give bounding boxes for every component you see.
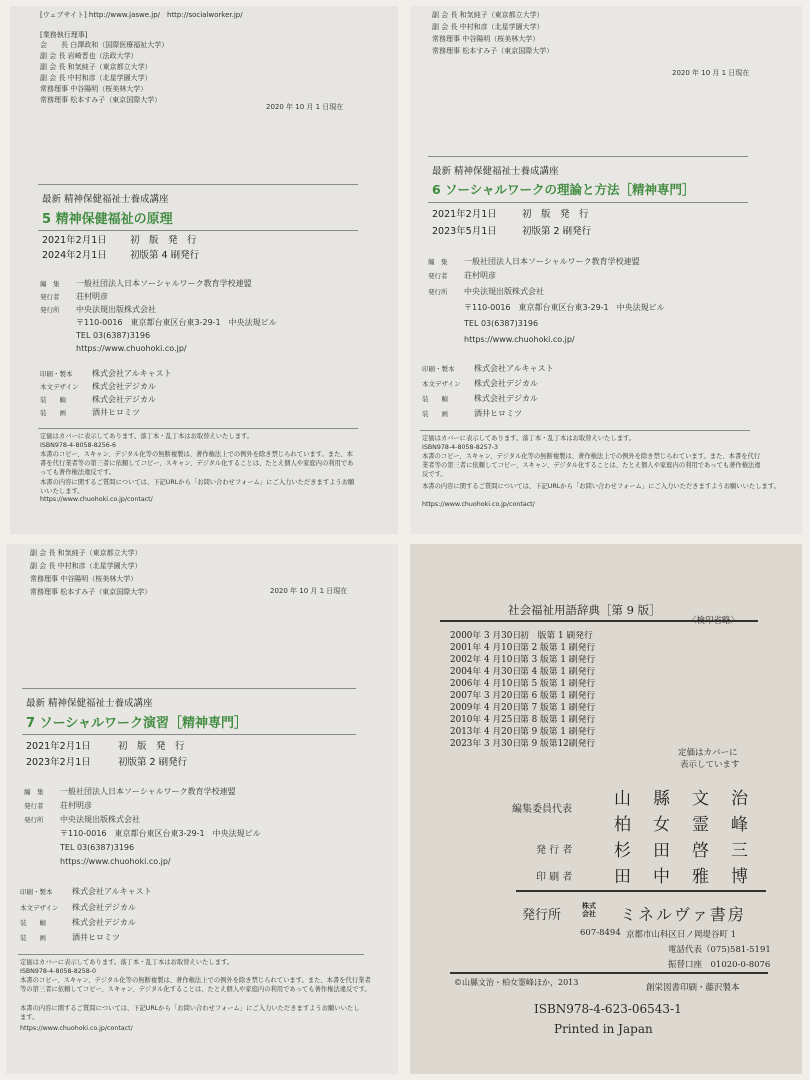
printer-name: 株式会社アルキャスト — [474, 364, 554, 373]
colophon-panel-dictionary — [410, 544, 802, 1074]
website-url: https://www.chuohoki.co.jp/ — [60, 857, 171, 866]
role-label: 装 幀 — [20, 919, 46, 927]
publisher-label: 発 行 者 — [536, 845, 573, 856]
disclaimer-price: 定価はカバーに表示してあります。落丁本・乱丁本はお取替えいたします。 — [422, 435, 636, 442]
divider — [420, 430, 750, 431]
book-title: 6 ソーシャルワークの理論と方法［精神専門］ — [432, 182, 695, 197]
contact-url: https://www.chuohoki.co.jp/contact/ — [422, 501, 535, 508]
price-note: 表示しています — [680, 760, 740, 770]
role-label: 発行所 — [24, 816, 44, 824]
series-kicker: 最新 精神保健福祉士養成講座 — [432, 166, 559, 177]
book-title: 社会福祉用語辞典［第 9 版］ — [508, 603, 661, 617]
publisher-name: 荘村明彦 — [464, 271, 496, 280]
edition-date: 2024年2月1日 — [42, 250, 107, 261]
edition-label: 初版第 4 刷発行 — [130, 250, 200, 261]
edition-date: 2021年2月1日 — [432, 209, 497, 220]
committee-line: 常務理事 松本すみ子（東京国際大学） — [30, 588, 152, 596]
role-label: 発行者 — [24, 802, 44, 810]
divider — [428, 202, 748, 203]
isbn: ISBN978-4-8058-8256-6 — [40, 442, 117, 449]
publisher-name: 荘村明彦 — [60, 801, 92, 810]
disclaimer-copy: 本書のコピー、スキャン、デジタル化等の無断複製は、著作権法上での例外を除き禁じられています。また、本書を代行業者等の第三者に依頼してコピー、スキャン、デジタル化することは、たとえ個人や家庭内の利用であっても著作権法違反です。 — [20, 977, 371, 994]
colophon-panel-5 — [10, 6, 398, 534]
role-label: 本文デザイン — [422, 380, 461, 388]
series-kicker: 最新 精神保健福祉士養成講座 — [26, 698, 153, 709]
publisher-company: ミネルヴァ書房 — [620, 905, 746, 924]
role-label: 発行者 — [40, 293, 60, 301]
edition-label: 初 版 発 行 — [130, 235, 197, 246]
series-kicker: 最新 精神保健福祉士養成講座 — [42, 194, 169, 205]
disclaimer-contact: 本書の内容に関するご質問については、下記URLから「お問い合わせフォーム」にご入力いただきますようお願いいたします。 — [20, 1005, 360, 1022]
website-url: https://www.chuohoki.co.jp/ — [76, 344, 187, 353]
role-label: 編 集 — [40, 280, 60, 288]
tel: TEL 03(6387)3196 — [76, 331, 151, 340]
divider — [22, 688, 356, 689]
committee-title: [業務執行理事] — [40, 31, 88, 39]
phone: 電話代表（075)581-5191 — [668, 945, 771, 955]
history-row: 2004年 4 月30日第 4 版第 1 刷発行 — [450, 667, 596, 677]
role-label: 装 幀 — [40, 396, 66, 404]
committee-line: 常務理事 中谷陽明（桜美林大学） — [432, 35, 540, 43]
history-row: 2007年 3 月20日第 6 版第 1 刷発行 — [450, 691, 596, 701]
website-line: [ウェブサイト] http://www.jaswe.jp/ http://socialworker.jp/ — [40, 11, 243, 19]
divider — [38, 184, 358, 185]
printer-binder: 創栄図書印刷・藤沢製本 — [646, 983, 740, 993]
history-row: 2000年 3 月30日初 版第 1 刷発行 — [450, 631, 593, 641]
illustrator-name: 酒井ヒロミツ — [92, 408, 140, 417]
edition-label: 初 版 発 行 — [522, 209, 589, 220]
postal-code: 607-8494 — [580, 928, 621, 938]
committee-line: 副 会 長 和気純子（東京都立大学） — [432, 11, 544, 19]
edition-date: 2021年2月1日 — [26, 741, 91, 752]
history-row: 2010年 4 月25日第 8 版第 1 刷発行 — [450, 715, 596, 725]
tel: TEL 03(6387)3196 — [464, 319, 539, 328]
designer-name: 株式会社デジカル — [474, 379, 538, 388]
role-label: 編 集 — [428, 258, 448, 266]
divider — [38, 230, 358, 231]
illustrator-name: 酒井ヒロミツ — [474, 409, 522, 418]
as-of-date: 2020 年 10 月 1 日現在 — [672, 69, 750, 77]
role-label: 印刷・製本 — [40, 370, 73, 378]
divider — [516, 890, 766, 892]
as-of-date: 2020 年 10 月 1 日現在 — [270, 587, 348, 595]
divider — [22, 734, 356, 735]
contact-url: https://www.chuohoki.co.jp/contact/ — [40, 496, 153, 503]
disclaimer-copy: 本書のコピー、スキャン、デジタル化等の無断複製は、著作権法上での例外を除き禁じられています。また、本書を代行業者等の第三者に依頼してコピー、スキャン、デジタル化することは、たとえ個人や家庭内の利用であっても著作権法違反です。 — [40, 451, 354, 477]
price-note: 定価はカバーに — [678, 748, 738, 758]
tel: TEL 03(6387)3196 — [60, 843, 135, 852]
history-row: 2002年 4 月10日第 3 版第 1 刷発行 — [450, 655, 596, 665]
transfer-account: 振替口座 01020-0-8076 — [668, 960, 771, 970]
editor-label: 編集委員代表 — [512, 804, 572, 815]
role-label: 印刷・製本 — [20, 888, 53, 896]
history-row: 2001年 4 月10日第 2 版第 1 刷発行 — [450, 643, 596, 653]
disclaimer-price: 定価はカバーに表示してあります。落丁本・乱丁本はお取替えいたします。 — [40, 433, 254, 440]
disclaimer-contact: 本書の内容に関するご質問については、下記URLから「お問い合わせフォーム」にご入力いただきますようお願いいたします。 — [40, 479, 355, 496]
colophon-panel-6 — [410, 6, 802, 534]
contact-url: https://www.chuohoki.co.jp/contact/ — [20, 1025, 133, 1032]
role-label: 発行所 — [40, 306, 60, 314]
committee-line: 常務理事 中谷陽明（桜美林大学） — [40, 85, 148, 93]
committee-line: 常務理事 松本すみ子（東京国際大学） — [432, 47, 554, 55]
divider — [38, 428, 358, 429]
committee-line: 副 会 長 和気純子（東京都立大学） — [40, 63, 152, 71]
edition-label: 初版第 2 刷発行 — [118, 757, 188, 768]
role-label: 本文デザイン — [20, 904, 59, 912]
edition-label: 初 版 発 行 — [118, 741, 185, 752]
print-history — [450, 630, 595, 750]
office-name: 中央法規出版株式会社 — [464, 287, 544, 296]
printer-name: 株式会社アルキャスト — [72, 887, 152, 896]
edition-label: 初版第 2 刷発行 — [522, 226, 592, 237]
printed-in: Printed in Japan — [554, 1022, 653, 1036]
isbn: ISBN978-4-8058-8257-3 — [422, 444, 499, 451]
role-label: 装 幀 — [422, 395, 448, 403]
as-of-date: 2020 年 10 月 1 日現在 — [266, 103, 344, 111]
edition-date: 2023年2月1日 — [26, 757, 91, 768]
role-label: 本文デザイン — [40, 383, 79, 391]
committee-line: 副 会 長 岩崎晋也（法政大学） — [40, 52, 138, 60]
divider — [18, 954, 364, 955]
seal-note: 〈検印省略〉 — [688, 616, 740, 626]
editor-name: 一般社団法人日本ソーシャルワーク教育学校連盟 — [464, 257, 640, 266]
divider — [450, 972, 768, 974]
address: 〒110-0016 東京都台東区台東3-29-1 中央法規ビル — [76, 318, 277, 327]
office-name: 中央法規出版株式会社 — [60, 815, 140, 824]
binding-name: 株式会社デジカル — [92, 395, 156, 404]
binding-name: 株式会社デジカル — [474, 394, 538, 403]
binding-name: 株式会社デジカル — [72, 918, 136, 927]
disclaimer-copy: 本書のコピー、スキャン、デジタル化等の無断複製は、著作権法上での例外を除き禁じられています。また、本書を代行業者等の第三者に依頼してコピー、スキャン、デジタル化することは、たとえ個人や家庭内の利用であっても著作権法違反です。 — [422, 453, 761, 479]
designer-name: 株式会社デジカル — [72, 903, 136, 912]
colophon-panel-7 — [6, 544, 398, 1074]
office-label: 発行所 — [522, 908, 562, 923]
committee-line: 常務理事 松本すみ子（東京国際大学） — [40, 96, 162, 104]
address: 〒110-0016 東京都台東区台東3-29-1 中央法規ビル — [464, 303, 665, 312]
designer-name: 株式会社デジカル — [92, 382, 156, 391]
website-url: https://www.chuohoki.co.jp/ — [464, 335, 575, 344]
book-title: 5 精神保健福祉の原理 — [42, 212, 173, 227]
printer-name: 田中雅博 — [614, 867, 770, 887]
committee-line: 副 会 長 中村和彦（北星学園大学） — [432, 23, 544, 31]
copyright: ©山縣文治・柏女霊峰ほか，2013 — [454, 978, 579, 987]
history-row: 2006年 4 月10日第 5 版第 1 刷発行 — [450, 679, 596, 689]
publisher-name: 杉田啓三 — [614, 841, 770, 861]
history-row: 2009年 4 月20日第 7 版第 1 刷発行 — [450, 703, 596, 713]
role-label: 装 画 — [20, 934, 46, 942]
publisher-name: 荘村明彦 — [76, 292, 108, 301]
edition-date: 2021年2月1日 — [42, 235, 107, 246]
disclaimer-price: 定価はカバーに表示してあります。落丁本・乱丁本はお取替えいたします。 — [20, 959, 234, 966]
editor-name: 一般社団法人日本ソーシャルワーク教育学校連盟 — [60, 787, 236, 796]
illustrator-name: 酒井ヒロミツ — [72, 933, 120, 942]
book-title: 7 ソーシャルワーク演習［精神専門］ — [26, 716, 248, 731]
role-label: 編 集 — [24, 788, 44, 796]
committee-line: 副 会 長 和気純子（東京都立大学） — [30, 549, 142, 557]
printer-label: 印 刷 者 — [536, 872, 573, 883]
office-name: 中央法規出版株式会社 — [76, 305, 156, 314]
history-row: 2023年 3 月30日第 9 版第12刷発行 — [450, 739, 596, 749]
printer-name: 株式会社アルキャスト — [92, 369, 172, 378]
committee-line: 副 会 長 中村和彦（北星学園大学） — [30, 562, 142, 570]
disclaimer-contact: 本書の内容に関するご質問については、下記URLから「お問い合わせフォーム」にご入力いただきますようお願いいたします。 — [422, 483, 780, 490]
editor-name: 山縣文治 — [614, 789, 770, 809]
committee-line: 副 会 長 中村和彦（北星学園大学） — [40, 74, 152, 82]
address: 〒110-0016 東京都台東区台東3-29-1 中央法規ビル — [60, 829, 261, 838]
edition-date: 2023年5月1日 — [432, 226, 497, 237]
history-row: 2013年 4 月20日第 9 版第 1 刷発行 — [450, 727, 596, 737]
editor-name: 一般社団法人日本ソーシャルワーク教育学校連盟 — [76, 279, 252, 288]
divider — [428, 156, 748, 157]
address: 京都市山科区日ノ岡堤谷町 1 — [626, 930, 737, 940]
role-label: 発行所 — [428, 288, 448, 296]
role-label: 装 画 — [40, 409, 66, 417]
editor-name: 柏女霊峰 — [614, 815, 770, 835]
role-label: 印刷・製本 — [422, 365, 455, 373]
isbn: ISBN978-4-8058-8258-0 — [20, 968, 97, 975]
corp-mark: 株式 会社 — [582, 901, 596, 918]
isbn: ISBN978-4-623-06543-1 — [534, 1002, 682, 1016]
role-label: 発行者 — [428, 272, 448, 280]
role-label: 装 画 — [422, 410, 448, 418]
committee-line: 会 長 白澤政和（国際医療福祉大学） — [40, 41, 169, 49]
committee-line: 常務理事 中谷陽明（桜美林大学） — [30, 575, 138, 583]
